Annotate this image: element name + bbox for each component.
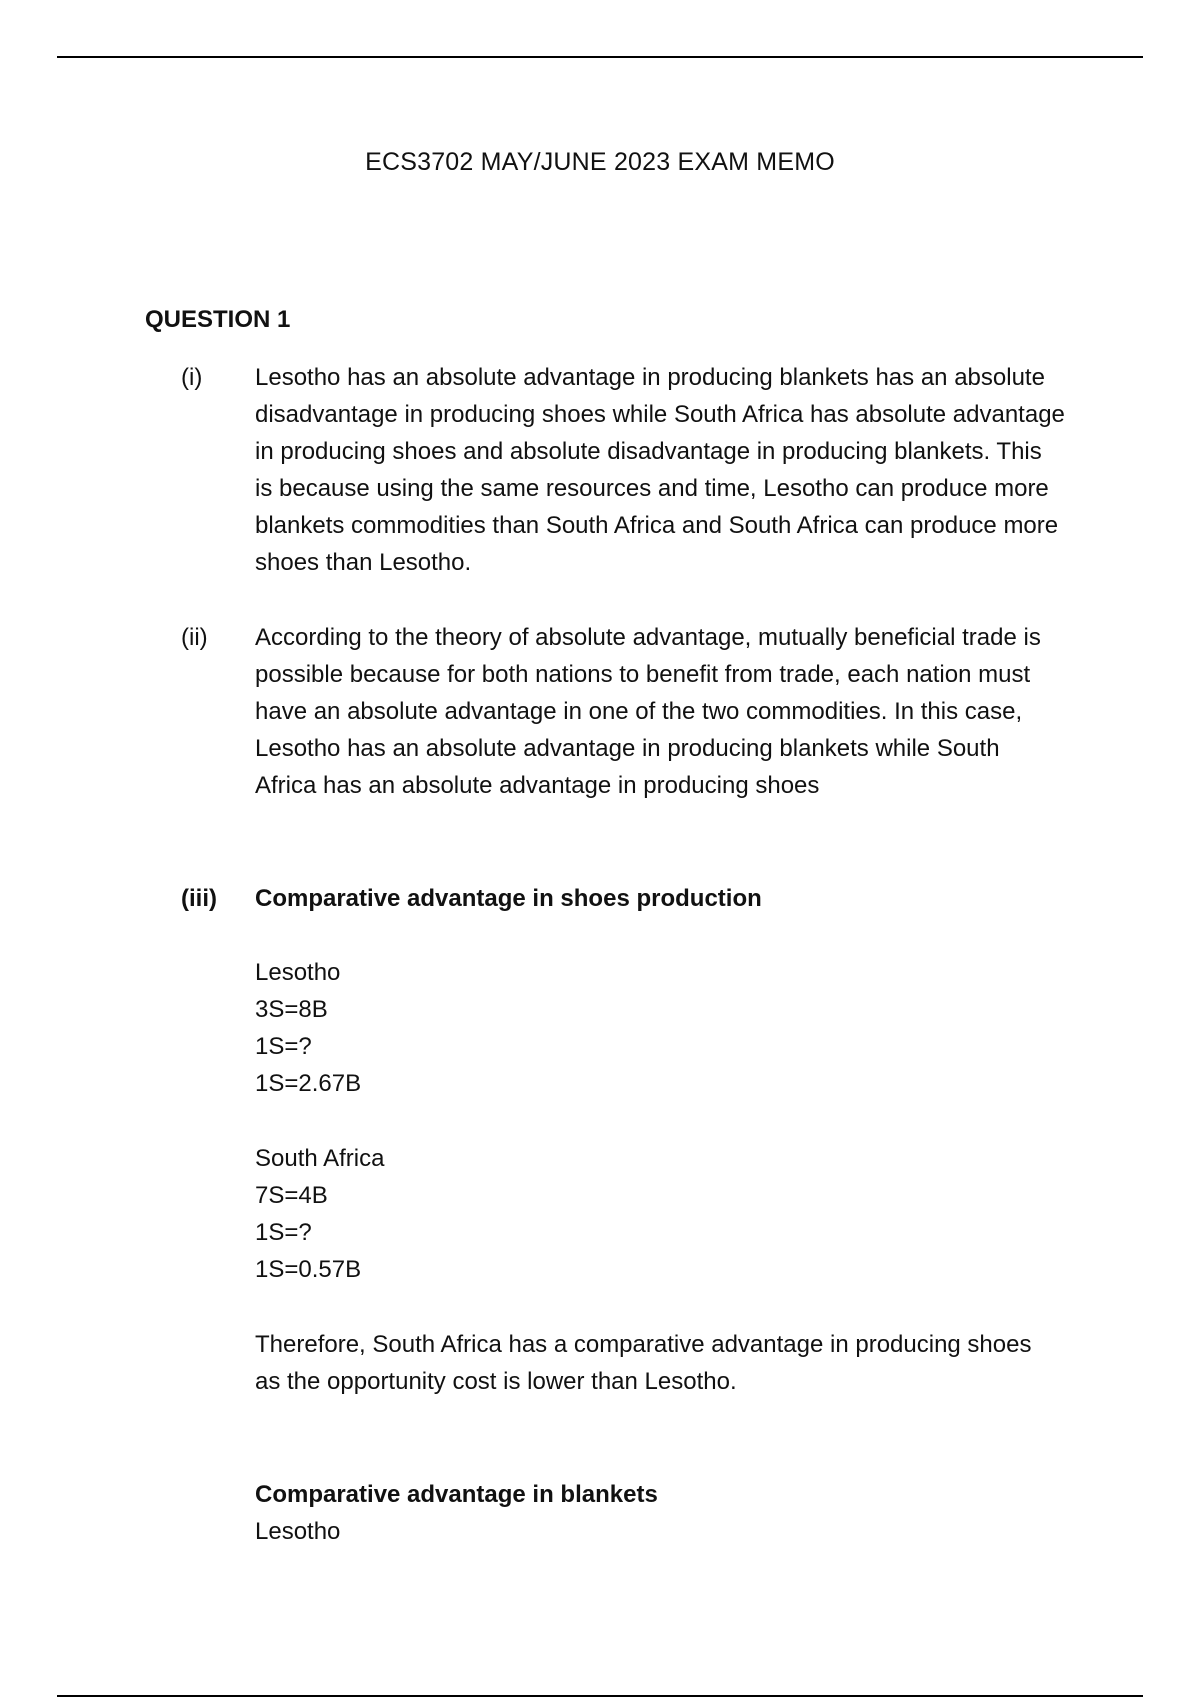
conclusion-text: Therefore, South Africa has a comparative advantage in producing shoes as the opportunity cost is lower than Lesotho. — [255, 1331, 1032, 1395]
calc-line: 7S=4B — [255, 1182, 328, 1209]
country-label: South Africa — [255, 1145, 385, 1172]
answer-item-i — [181, 359, 1081, 576]
answer-item-ii — [181, 619, 1081, 809]
blankets-section — [255, 1476, 1075, 1550]
question-heading: QUESTION 1 — [145, 306, 291, 333]
section-heading: Comparative advantage in shoes production — [255, 885, 762, 912]
calc-line: 1S=? — [255, 1219, 312, 1246]
item-number: (i) — [181, 364, 203, 391]
item-text: Lesotho has an absolute advantage in producing blankets has an absolute disadvantage in producing shoes while South Africa has absolute advantage in producing shoes and absolute disadvantage in producing blankets. This is because using the same resources and time, Lesotho can produce more blankets commodities than South Africa and South Africa can produce more shoes than Lesotho. — [255, 364, 1065, 576]
item-number: (iii) — [181, 885, 217, 912]
section-heading: Comparative advantage in blankets — [255, 1481, 658, 1508]
country-label: Lesotho — [255, 959, 341, 986]
bottom-rule — [57, 1695, 1143, 1697]
item-number: (ii) — [181, 624, 208, 651]
south-africa-shoes-calculation — [255, 1140, 1075, 1288]
top-rule — [57, 56, 1143, 58]
calc-line: 1S=0.57B — [255, 1256, 362, 1283]
answer-item-iii — [181, 880, 1081, 920]
shoes-conclusion — [255, 1326, 1035, 1400]
lesotho-shoes-calculation — [255, 954, 1075, 1102]
document-title: ECS3702 MAY/JUNE 2023 EXAM MEMO — [365, 148, 835, 176]
calc-line: 1S=? — [255, 1033, 312, 1060]
calc-line: 1S=2.67B — [255, 1070, 362, 1097]
calc-line: 3S=8B — [255, 996, 328, 1023]
item-text: According to the theory of absolute advantage, mutually beneficial trade is possible because for both nations to benefit from trade, each nation must have an absolute advantage in one of the two commodities. In this case, Lesotho has an absolute advantage in producing blankets while South Africa has an absolute advantage in producing shoes — [255, 624, 1041, 799]
country-label: Lesotho — [255, 1518, 341, 1545]
